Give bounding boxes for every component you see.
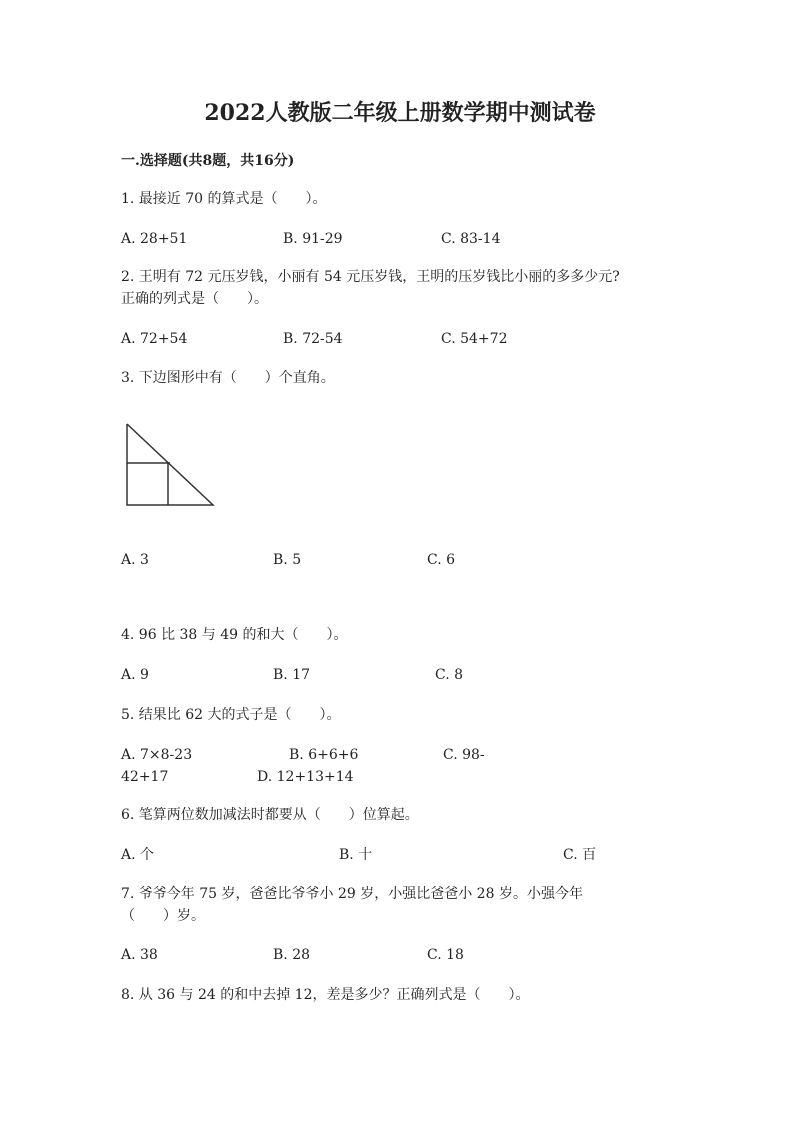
q3-option-b: B. 5 xyxy=(273,552,302,568)
q2-option-a: A. 72+54 xyxy=(121,331,188,347)
q5-option-b: B. 6+6+6 xyxy=(289,747,359,763)
q2-option-c: C. 54+72 xyxy=(441,331,508,347)
q6-option-b: B. 十 xyxy=(339,847,373,863)
q7-option-c: C. 18 xyxy=(427,947,464,963)
q1-option-c: C. 83-14 xyxy=(441,231,501,247)
question-2-line-2: 正确的列式是（ ）。 xyxy=(121,291,268,307)
q5-option-d: D. 12+13+14 xyxy=(257,769,354,785)
q3-option-a: A. 3 xyxy=(121,552,149,568)
question-7-line-1: 7. 爷爷今年 75 岁，爸爸比爷爷小 29 岁，小强比爸爸小 28 岁。小强今年 xyxy=(121,886,583,902)
triangle-figure xyxy=(120,418,220,508)
q1-option-a: A. 28+51 xyxy=(121,231,188,247)
q5-option-c: C. 98- xyxy=(443,747,485,763)
q6-option-c: C. 百 xyxy=(563,847,597,863)
q6-option-a: A. 个 xyxy=(121,847,155,863)
q1-option-b: B. 91-29 xyxy=(283,231,343,247)
q7-option-b: B. 28 xyxy=(273,947,311,963)
question-3: 3. 下边图形中有（ ）个直角。 xyxy=(121,370,335,386)
question-4: 4. 96 比 38 与 49 的和大（ ）。 xyxy=(121,627,348,643)
question-8: 8. 从 36 与 24 的和中去掉 12，差是多少？正确列式是（ ）。 xyxy=(121,987,530,1003)
question-1: 1. 最接近 70 的算式是（ ）。 xyxy=(121,191,327,207)
triangle-outline xyxy=(127,424,213,505)
page-title: 2022人教版二年级上册数学期中测试卷 xyxy=(204,100,596,126)
q4-option-b: B. 17 xyxy=(273,667,311,683)
question-5: 5. 结果比 62 大的式子是（ ）。 xyxy=(121,707,341,723)
q5-option-c-continued: 42+17 xyxy=(121,769,169,785)
q5-option-a: A. 7×8-23 xyxy=(121,747,193,763)
q2-option-b: B. 72-54 xyxy=(283,331,343,347)
question-7-line-2: （ ）岁。 xyxy=(121,908,205,924)
q4-option-a: A. 9 xyxy=(121,667,149,683)
section-heading: 一.选择题(共8题，共16分) xyxy=(121,153,295,169)
question-2-line-1: 2. 王明有 72 元压岁钱，小丽有 54 元压岁钱，王明的压岁钱比小丽的多多少元? xyxy=(121,269,620,285)
q3-option-c: C. 6 xyxy=(427,552,456,568)
question-6: 6. 笔算两位数加减法时都要从（ ）位算起。 xyxy=(121,807,419,823)
q4-option-c: C. 8 xyxy=(435,667,464,683)
q7-option-a: A. 38 xyxy=(121,947,158,963)
